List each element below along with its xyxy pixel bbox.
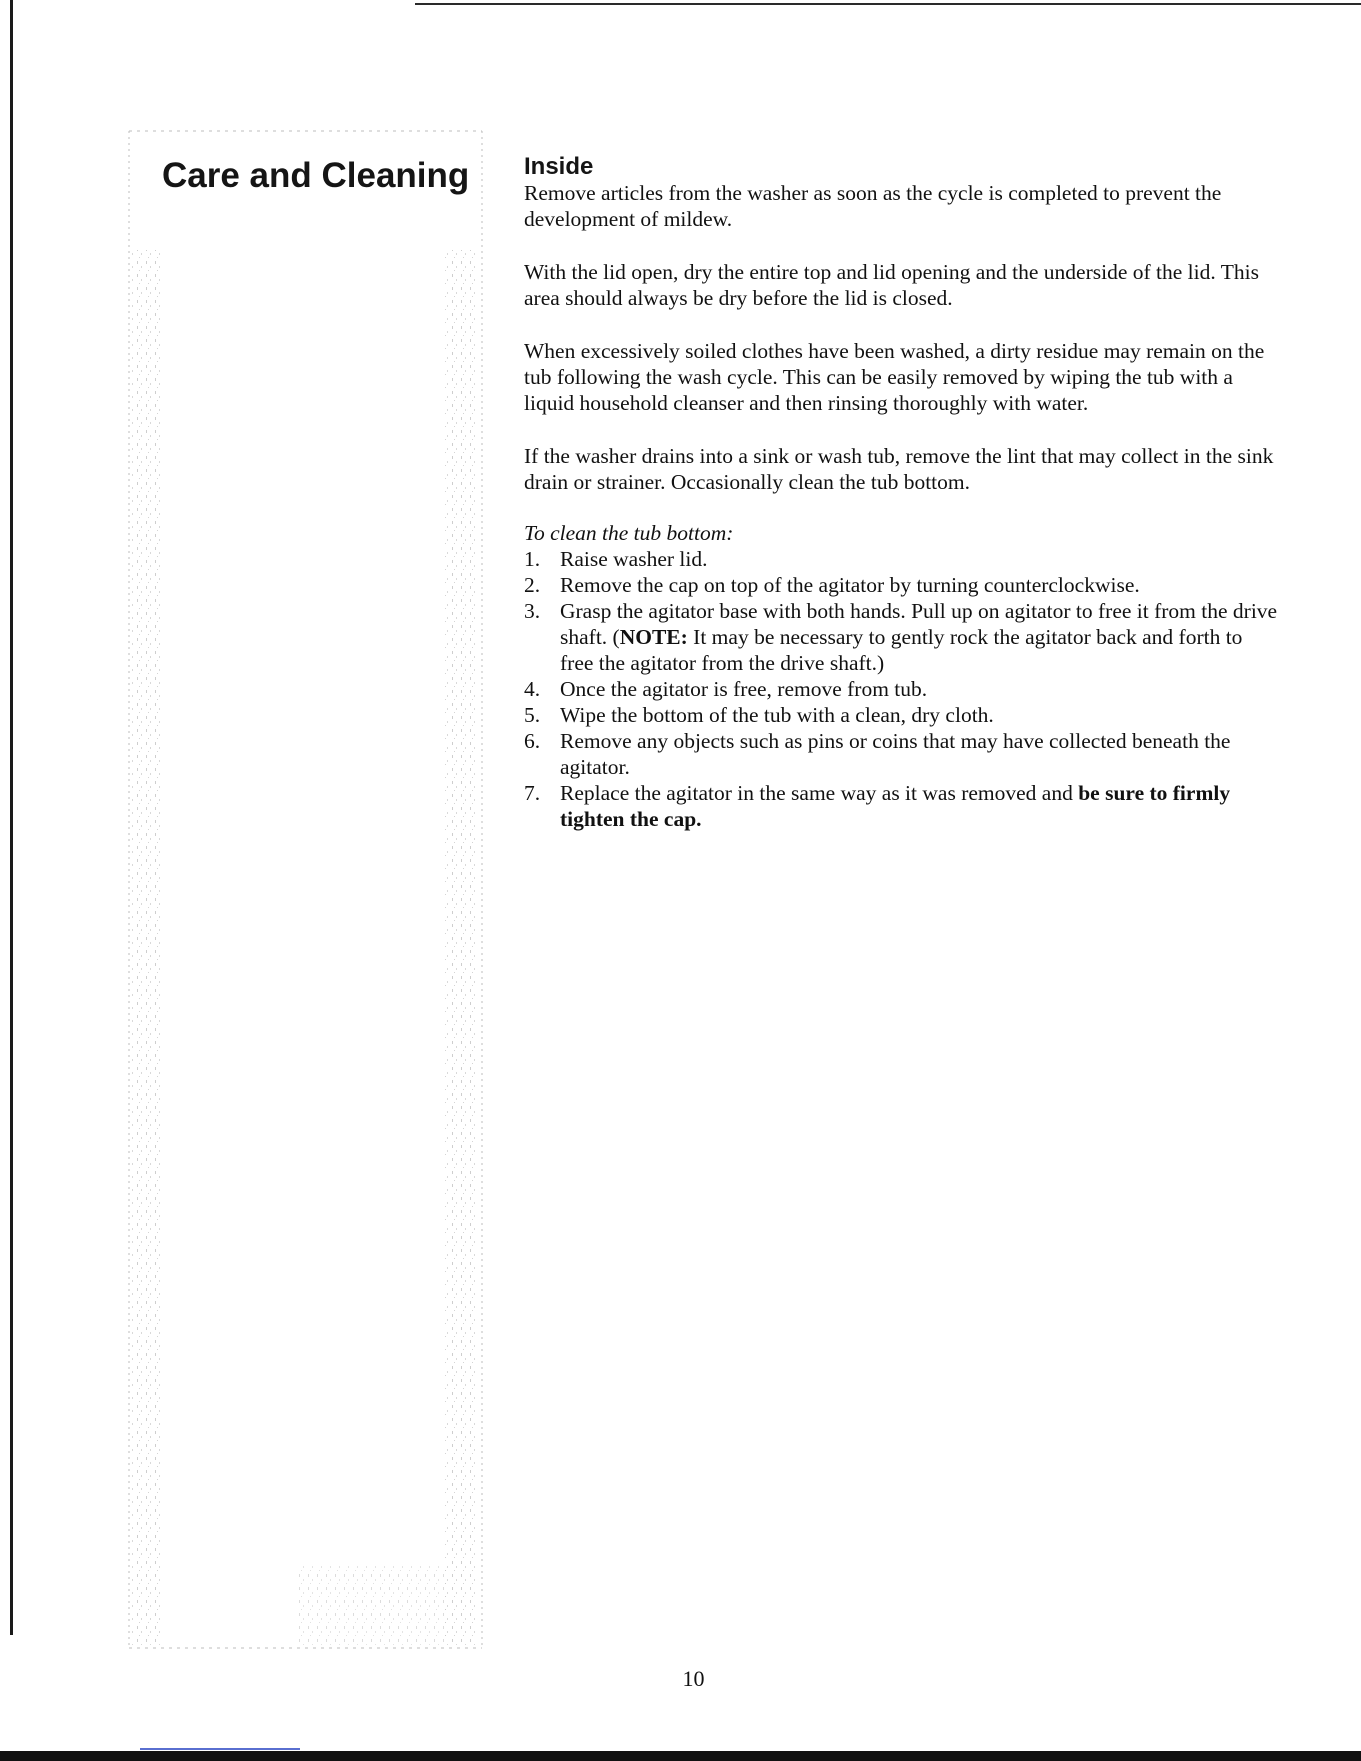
step-text: Remove the cap on top of the agitator by turning counterclockwise.: [560, 573, 1140, 597]
page-number: 10: [682, 1666, 705, 1691]
step-number: 2.: [524, 573, 541, 597]
step-number: 6.: [524, 729, 541, 753]
section-title: Care and Cleaning: [162, 156, 470, 195]
step-item: [524, 546, 1280, 572]
step-number: 7.: [524, 781, 541, 805]
scan-bottom-bar: [0, 1751, 1361, 1761]
scan-bottom-blue-mark: [140, 1748, 300, 1750]
note-label: NOTE:: [619, 625, 688, 649]
paragraph-sink-drain: If the washer drains into a sink or wash tub, remove the lint that may collect in the sink drain or strainer. Occasionally clean the tub bottom.: [524, 444, 1274, 494]
step-item: [524, 702, 1280, 728]
cleaning-steps-list: [524, 546, 1280, 832]
paragraph-residue: When excessively soiled clothes have been washed, a dirty residue may remain on the tub following the wash cycle. This can be easily removed by wiping the tub with a liquid household cleanser and then rinsing thoroughly with water.: [524, 339, 1265, 415]
step-item: [524, 572, 1280, 598]
step-text: Remove any objects such as pins or coins that may have collected beneath the agitator.: [560, 729, 1231, 779]
sidebar-dotted-frame: [127, 130, 484, 1650]
paragraph-remove-articles: Remove articles from the washer as soon as the cycle is completed to prevent the development of mildew.: [524, 181, 1222, 231]
step-number: 5.: [524, 703, 541, 727]
step-number: 1.: [524, 547, 541, 571]
step-text: Replace the agitator in the same way as it was removed and: [560, 781, 1079, 805]
step-emphasis: be sure to firmly tighten the cap.: [560, 781, 1231, 831]
step-number: 4.: [524, 677, 541, 701]
step-item: [524, 598, 1280, 676]
paragraph-dry-lid: With the lid open, dry the entire top and lid opening and the underside of the lid. This area should always be dry before the lid is closed.: [524, 260, 1259, 310]
step-item: [524, 780, 1280, 832]
step-text-continued: It may be necessary to gently rock the agitator back and forth to free the agitator from the drive shaft.): [560, 625, 1243, 675]
step-item: [524, 676, 1280, 702]
inside-heading: Inside: [524, 153, 594, 180]
step-item: [524, 728, 1280, 780]
step-text: Wipe the bottom of the tub with a clean, dry cloth.: [560, 703, 994, 727]
sidebar-frame: [127, 130, 484, 1650]
main-content: [524, 154, 1280, 832]
steps-intro: To clean the tub bottom:: [524, 521, 734, 545]
scan-top-rule: [415, 3, 1361, 5]
step-text: Grasp the agitator base with both hands. Pull up on agitator to free it from the drive shaft. (: [560, 599, 1278, 649]
scan-left-edge: [10, 0, 13, 1635]
step-text: Raise washer lid.: [560, 547, 708, 571]
step-text: Once the agitator is free, remove from tub.: [560, 677, 928, 701]
step-number: 3.: [524, 599, 541, 623]
